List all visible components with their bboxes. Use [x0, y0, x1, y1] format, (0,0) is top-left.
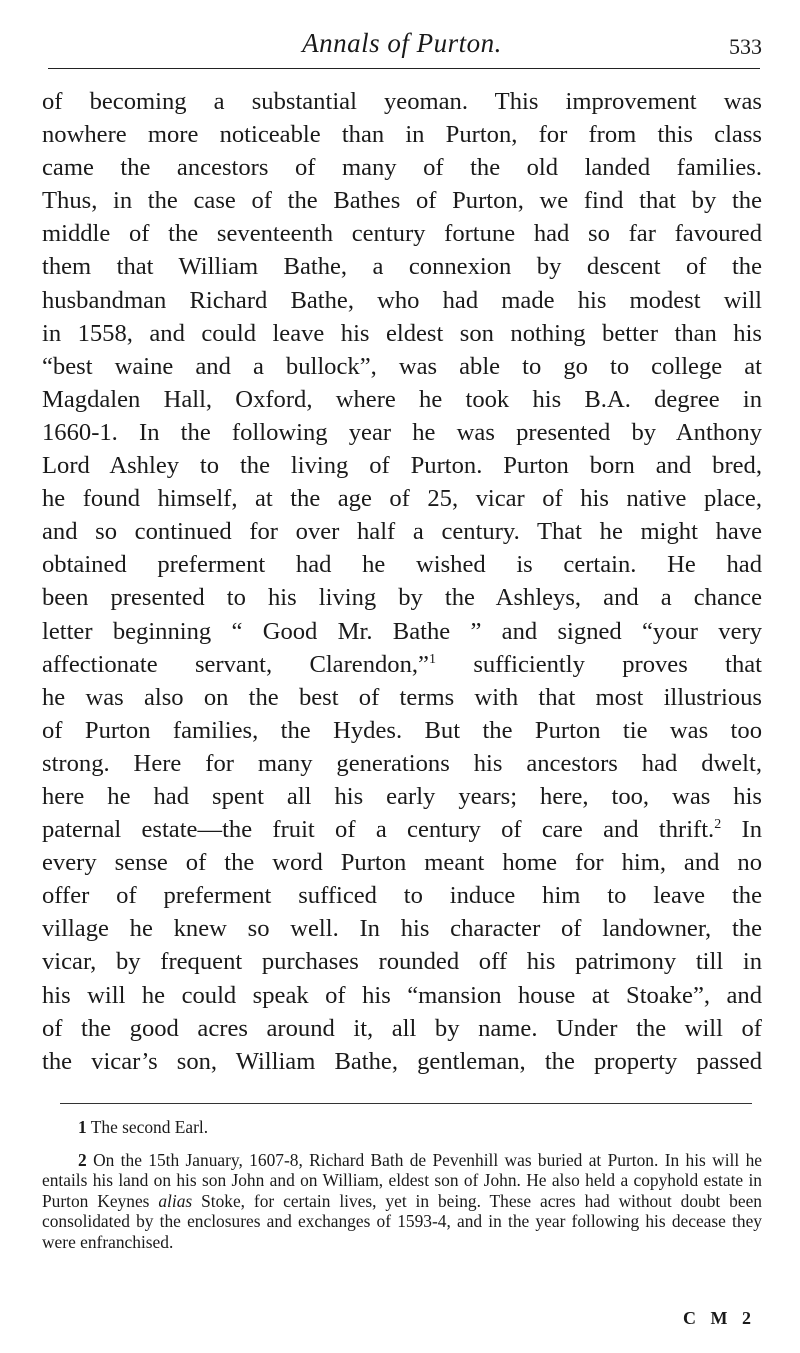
line-text-tail: sufficiently proves that — [473, 650, 762, 678]
line-text-tail: In — [741, 816, 762, 844]
line-text: paternal estate—the fruit of a century of care and thrift. — [42, 816, 715, 844]
text-line: Magdalen Hall, Oxford, where he took his B.A. degree in — [42, 385, 762, 413]
text-line: in 1558, and could leave his eldest son nothing better than his — [42, 319, 762, 347]
text-line: offer of preferment sufficed to induce him to leave the — [42, 882, 762, 910]
text-line: nowhere more noticeable than in Purton, for from this class — [42, 121, 762, 149]
text-line-with-footnote-ref — [42, 813, 762, 846]
footnote-2-mark: 2 — [78, 1149, 87, 1170]
page-number: 533 — [729, 34, 762, 59]
text-line: the vicar’s son, William Bathe, gentleman, the property passed — [42, 1047, 762, 1075]
text-line: strong. Here for many generations his ancestors had dwelt, — [42, 749, 762, 777]
footnote-ref-1: 1 — [428, 651, 436, 667]
footnote-2-text: On the 15th January, 1607-8, Richard Bath de Pevenhill was buried at Purton. In his will he entails his land on his son John and on William, eldest son of John. He also held a copyhold estate in Purton Keynes — [42, 1149, 762, 1211]
footnote-1-mark: 1 — [78, 1117, 87, 1137]
text-line: Lord Ashley to the living of Purton. Purton born and bred, — [42, 452, 762, 480]
text-line: middle of the seventeenth century fortune had so far favoured — [42, 220, 762, 248]
footnote-1 — [42, 1117, 762, 1138]
body-text — [42, 85, 762, 1078]
footnote-ref-2: 2 — [714, 817, 722, 833]
text-line: them that William Bathe, a connexion by descent of the — [42, 253, 762, 281]
text-line: every sense of the word Purton meant home for him, and no — [42, 849, 762, 877]
text-line: village he knew so well. In his character of landowner, the — [42, 915, 762, 943]
text-line: he was also on the best of terms with that most illustrious — [42, 683, 762, 711]
footnote-rule — [60, 1103, 752, 1104]
text-line: and so continued for over half a century. That he might have — [42, 518, 762, 546]
text-line: his will he could speak of his “mansion house at Stoake”, and — [42, 981, 762, 1009]
header-rule — [48, 68, 760, 69]
footnotes — [42, 1117, 762, 1253]
text-line: vicar, by frequent purchases rounded off his patrimony till in — [42, 948, 762, 976]
text-line: of the good acres around it, all by name. Under the will of — [42, 1014, 762, 1042]
text-line: obtained preferment had he wished is certain. He had — [42, 551, 762, 579]
line-text: affectionate servant, Clarendon,” — [42, 650, 429, 678]
text-line: here he had spent all his early years; here, too, was his — [42, 782, 762, 810]
footnote-2 — [42, 1150, 762, 1253]
text-line: been presented to his living by the Ashleys, and a chance — [42, 584, 762, 612]
running-title: Annals of Purton. — [302, 28, 502, 58]
footnote-2-text-cont: Stoke, for certain lives, yet in being. These acres had without doubt been consolidated by the enclosures and exchanges of 1593-4, and in the year following his decease they were enfranchised. — [42, 1190, 762, 1252]
text-line: of becoming a substantial yeoman. This improvement was — [42, 88, 762, 115]
text-line: 1660-1. In the following year he was presented by Anthony — [42, 418, 762, 446]
text-line: Thus, in the case of the Bathes of Purton, we find that by the — [42, 187, 762, 215]
running-head — [40, 28, 764, 64]
footnote-2-italic: alias — [158, 1190, 193, 1211]
signature-mark: C M 2 — [683, 1308, 756, 1328]
text-line-with-footnote-ref — [42, 648, 762, 681]
text-line: he found himself, at the age of 25, vicar of his native place, — [42, 485, 762, 513]
text-line: “best waine and a bullock”, was able to go to college at — [42, 352, 762, 380]
text-line: husbandman Richard Bathe, who had made his modest will — [42, 286, 762, 314]
text-line: of Purton families, the Hydes. But the Purton tie was too — [42, 716, 762, 744]
footnote-1-text: The second Earl. — [90, 1117, 209, 1137]
text-line: came the ancestors of many of the old landed families. — [42, 154, 762, 182]
text-line: letter beginning “ Good Mr. Bathe ” and signed “your very — [42, 617, 762, 645]
